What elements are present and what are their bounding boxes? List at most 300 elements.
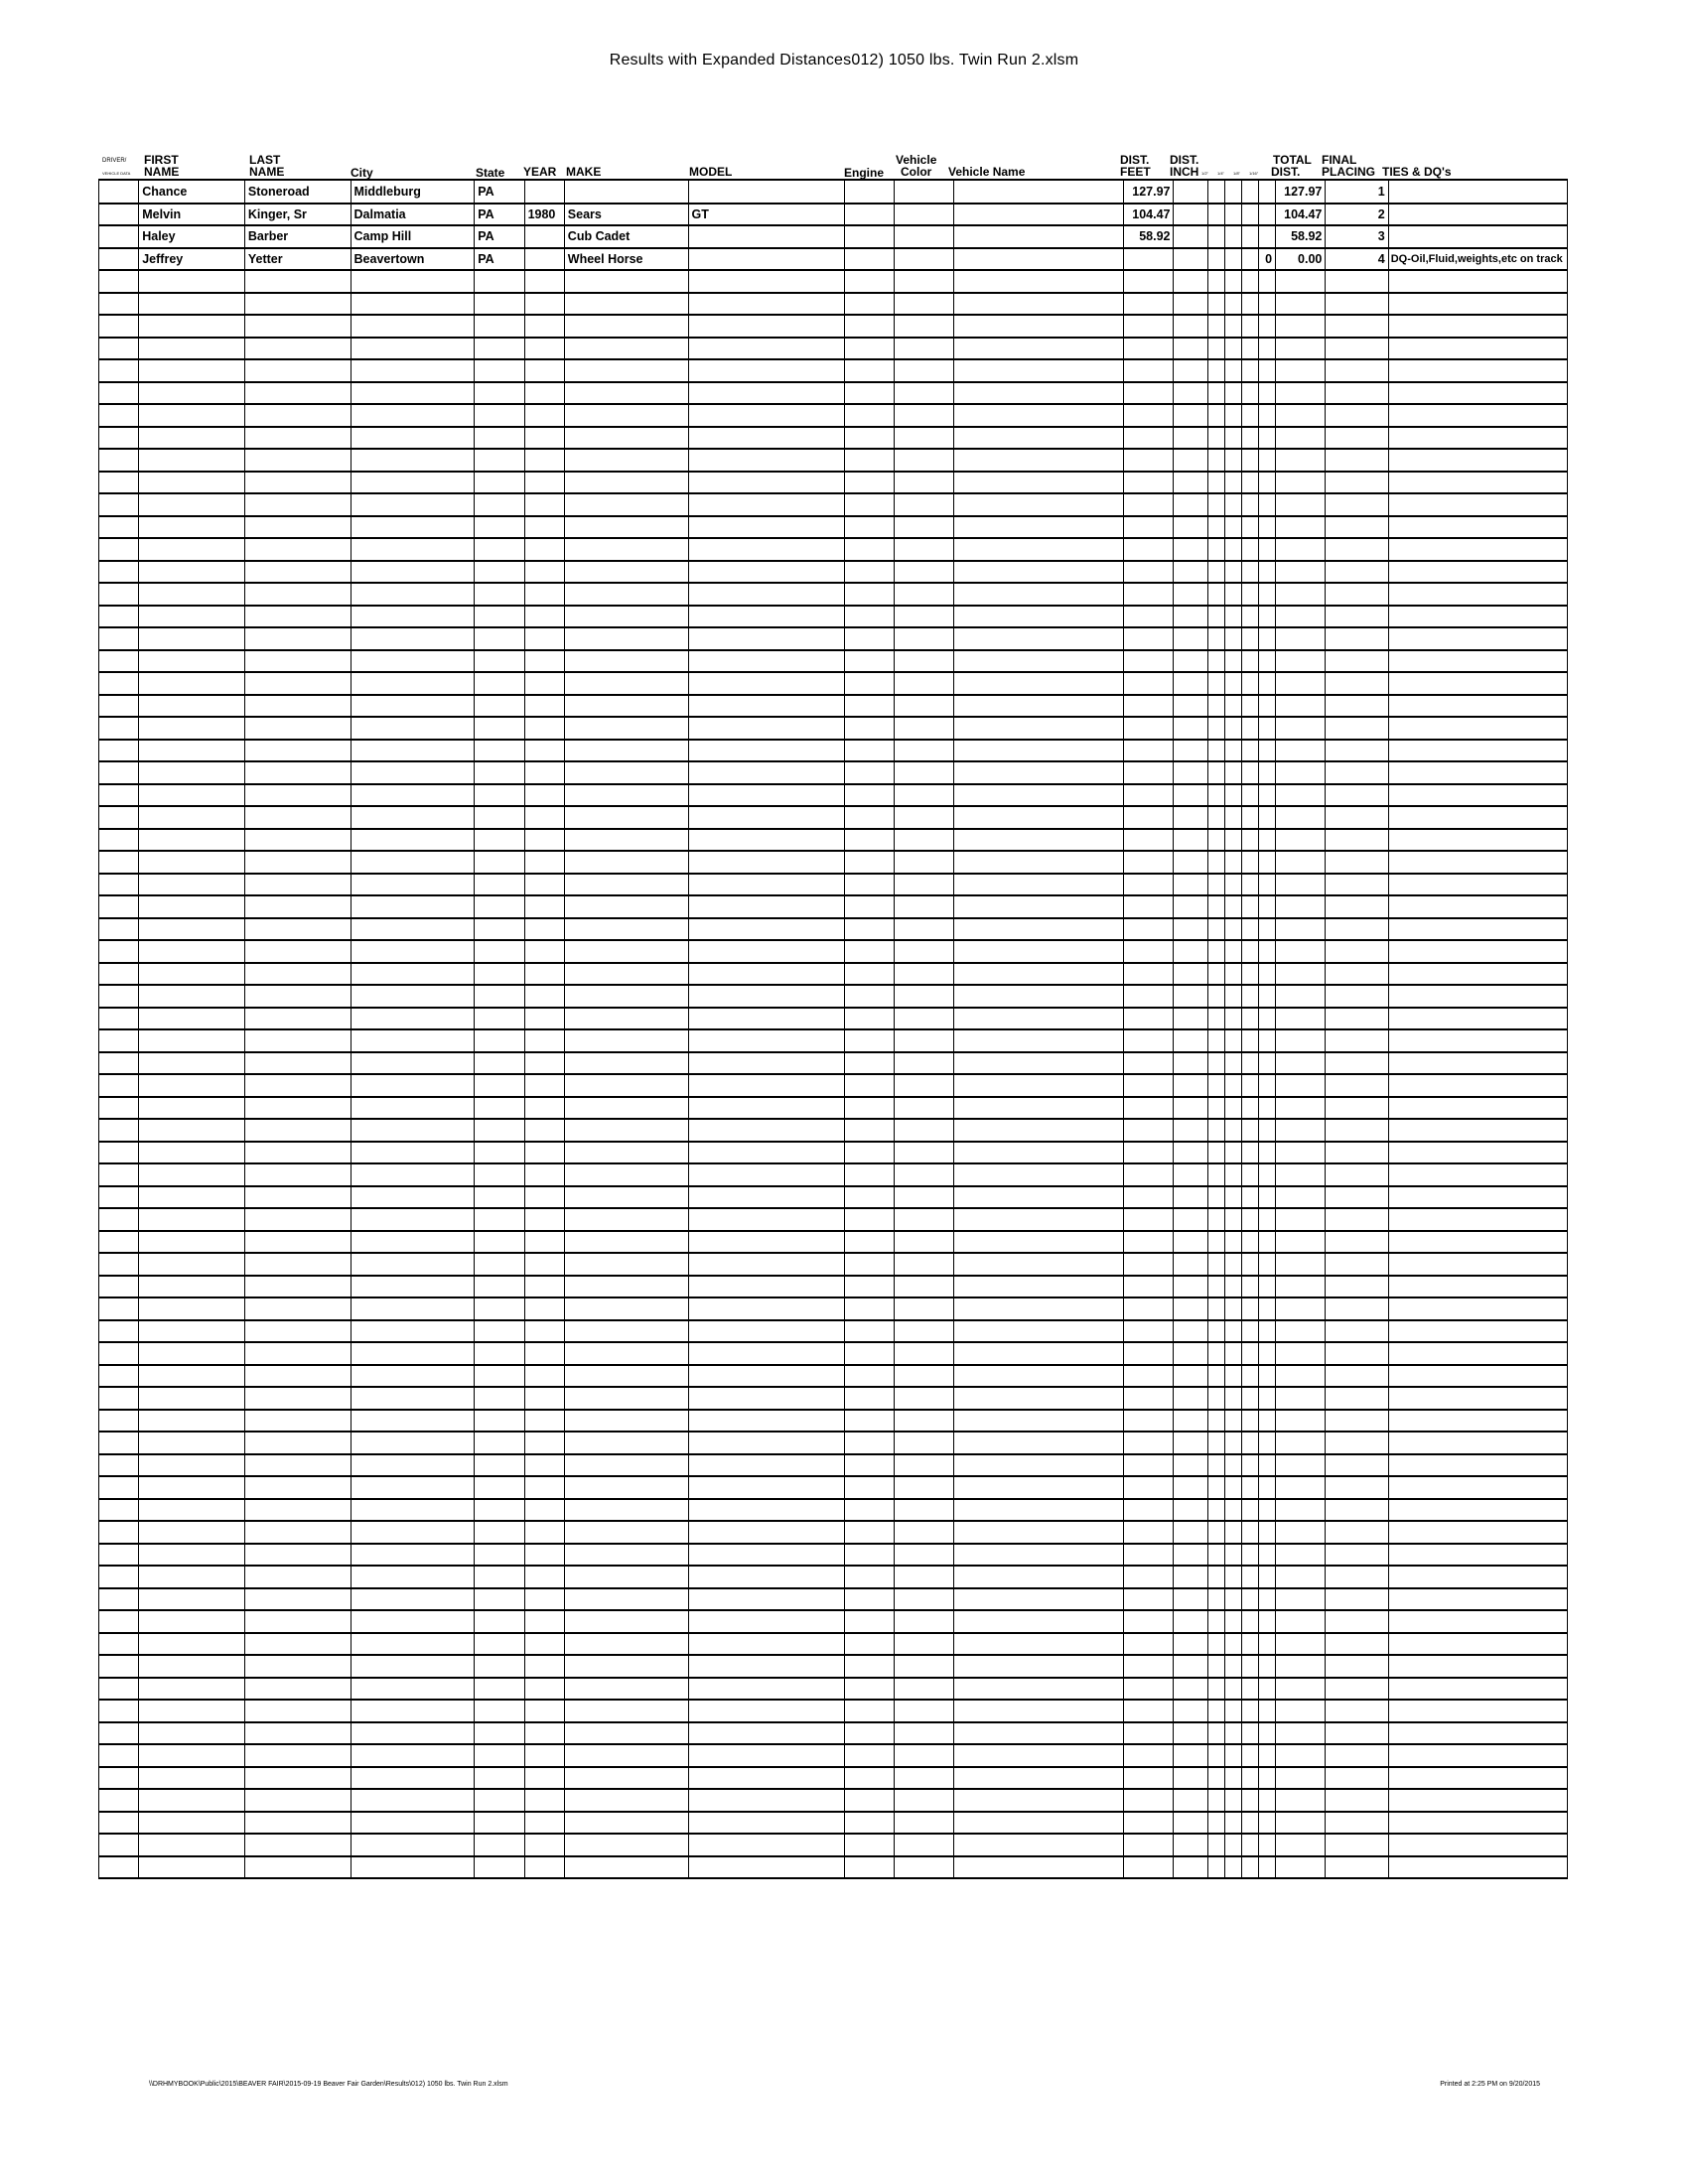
cell bbox=[1258, 1008, 1275, 1030]
cell bbox=[1174, 1834, 1207, 1856]
cell bbox=[894, 382, 953, 405]
cell bbox=[954, 1387, 1124, 1410]
cell bbox=[688, 1142, 844, 1164]
cell bbox=[99, 1365, 139, 1388]
cell bbox=[954, 806, 1124, 829]
cell bbox=[844, 1834, 894, 1856]
cell bbox=[244, 1432, 351, 1454]
cell bbox=[1388, 1633, 1567, 1656]
cell bbox=[1224, 449, 1241, 472]
cell bbox=[1326, 1097, 1388, 1120]
cell bbox=[139, 382, 245, 405]
cell bbox=[351, 672, 475, 695]
cell bbox=[564, 918, 688, 941]
cell-total: 0.00 bbox=[1276, 248, 1326, 271]
cell bbox=[1241, 1610, 1258, 1633]
cell bbox=[139, 1588, 245, 1611]
cell bbox=[1224, 918, 1241, 941]
cell bbox=[475, 740, 524, 762]
cell bbox=[99, 1029, 139, 1052]
cell bbox=[1388, 940, 1567, 963]
cell bbox=[1241, 449, 1258, 472]
cell-first: Chance bbox=[139, 181, 245, 204]
cell bbox=[1224, 472, 1241, 494]
cell bbox=[1276, 672, 1326, 695]
cell bbox=[1224, 717, 1241, 740]
cell bbox=[139, 717, 245, 740]
cell bbox=[894, 1231, 953, 1254]
cell bbox=[1241, 1074, 1258, 1097]
cell bbox=[564, 1700, 688, 1722]
cell bbox=[894, 851, 953, 874]
cell bbox=[139, 1342, 245, 1365]
cell bbox=[1124, 650, 1174, 673]
cell bbox=[244, 538, 351, 561]
cell bbox=[1388, 315, 1567, 338]
cell bbox=[1326, 1008, 1388, 1030]
cell bbox=[844, 761, 894, 784]
cell bbox=[139, 784, 245, 807]
cell bbox=[688, 427, 844, 450]
cell bbox=[524, 1544, 564, 1567]
cell bbox=[894, 1476, 953, 1499]
cell bbox=[351, 1744, 475, 1767]
cell bbox=[524, 1633, 564, 1656]
cell bbox=[475, 717, 524, 740]
cell bbox=[564, 472, 688, 494]
cell bbox=[244, 1476, 351, 1499]
empty-row bbox=[99, 1678, 1568, 1701]
cell bbox=[564, 1008, 688, 1030]
cell bbox=[1207, 985, 1224, 1008]
cell-state: PA bbox=[475, 204, 524, 226]
cell bbox=[688, 472, 844, 494]
cell bbox=[1174, 1454, 1207, 1477]
cell bbox=[1124, 1476, 1174, 1499]
cell bbox=[844, 606, 894, 628]
cell bbox=[564, 606, 688, 628]
cell bbox=[688, 561, 844, 584]
cell bbox=[1224, 1789, 1241, 1812]
cell bbox=[475, 1186, 524, 1209]
cell bbox=[894, 315, 953, 338]
cell bbox=[954, 1029, 1124, 1052]
cell bbox=[1388, 761, 1567, 784]
cell bbox=[1326, 1700, 1388, 1722]
cell bbox=[1241, 1812, 1258, 1835]
cell bbox=[1174, 1588, 1207, 1611]
cell bbox=[844, 1566, 894, 1588]
cell bbox=[688, 650, 844, 673]
cell bbox=[1124, 1008, 1174, 1030]
cell bbox=[1388, 493, 1567, 516]
cell bbox=[688, 1454, 844, 1477]
cell bbox=[1241, 1544, 1258, 1567]
cell bbox=[1258, 1231, 1275, 1254]
cell bbox=[244, 1744, 351, 1767]
cell bbox=[1388, 1008, 1567, 1030]
cell bbox=[351, 895, 475, 918]
cell bbox=[99, 181, 139, 204]
cell bbox=[564, 1454, 688, 1477]
cell bbox=[1388, 1499, 1567, 1522]
cell bbox=[99, 672, 139, 695]
cell bbox=[1124, 761, 1174, 784]
cell bbox=[139, 1052, 245, 1075]
cell bbox=[894, 1186, 953, 1209]
cell bbox=[1241, 717, 1258, 740]
cell bbox=[844, 293, 894, 316]
cell bbox=[351, 1700, 475, 1722]
cell bbox=[475, 1521, 524, 1544]
cell bbox=[244, 740, 351, 762]
header-dist-feet-top: DIST. bbox=[1120, 153, 1150, 167]
cell-ties bbox=[1388, 181, 1567, 204]
cell bbox=[1224, 561, 1241, 584]
cell bbox=[139, 695, 245, 718]
cell bbox=[1224, 293, 1241, 316]
cell bbox=[564, 740, 688, 762]
cell bbox=[1326, 874, 1388, 896]
cell bbox=[99, 315, 139, 338]
cell bbox=[894, 516, 953, 539]
cell bbox=[1124, 1767, 1174, 1790]
cell bbox=[99, 1521, 139, 1544]
cell-frac4 bbox=[1258, 204, 1275, 226]
cell bbox=[1276, 561, 1326, 584]
cell bbox=[844, 181, 894, 204]
cell bbox=[688, 315, 844, 338]
cell bbox=[139, 918, 245, 941]
cell bbox=[1258, 918, 1275, 941]
cell bbox=[1174, 1297, 1207, 1320]
cell bbox=[1258, 493, 1275, 516]
cell bbox=[1174, 1142, 1207, 1164]
header-vehicle-bottom: Color bbox=[901, 165, 932, 179]
cell bbox=[1258, 606, 1275, 628]
cell bbox=[844, 1320, 894, 1343]
cell bbox=[524, 784, 564, 807]
cell bbox=[844, 1276, 894, 1298]
cell bbox=[1388, 472, 1567, 494]
cell bbox=[475, 1410, 524, 1433]
cell bbox=[99, 851, 139, 874]
cell bbox=[351, 918, 475, 941]
cell bbox=[1258, 538, 1275, 561]
empty-row bbox=[99, 1722, 1568, 1745]
cell bbox=[1241, 918, 1258, 941]
cell bbox=[1124, 627, 1174, 650]
cell bbox=[99, 1633, 139, 1656]
cell bbox=[351, 851, 475, 874]
cell bbox=[1276, 293, 1326, 316]
cell bbox=[1326, 1499, 1388, 1522]
cell bbox=[688, 493, 844, 516]
cell bbox=[844, 940, 894, 963]
cell bbox=[1241, 784, 1258, 807]
cell bbox=[1224, 270, 1241, 293]
cell bbox=[1207, 895, 1224, 918]
cell bbox=[894, 1856, 953, 1879]
cell bbox=[844, 784, 894, 807]
cell bbox=[954, 359, 1124, 382]
cell bbox=[99, 627, 139, 650]
cell bbox=[524, 404, 564, 427]
cell bbox=[1224, 740, 1241, 762]
cell bbox=[99, 1320, 139, 1343]
cell bbox=[1174, 606, 1207, 628]
cell bbox=[1174, 270, 1207, 293]
cell bbox=[139, 627, 245, 650]
cell bbox=[475, 1722, 524, 1745]
cell bbox=[524, 761, 564, 784]
cell bbox=[844, 806, 894, 829]
cell-feet bbox=[1124, 248, 1174, 271]
cell bbox=[1124, 806, 1174, 829]
cell bbox=[1241, 1119, 1258, 1142]
empty-row bbox=[99, 940, 1568, 963]
cell bbox=[351, 1767, 475, 1790]
cell bbox=[1207, 1476, 1224, 1499]
cell-state: PA bbox=[475, 225, 524, 248]
cell bbox=[1224, 627, 1241, 650]
cell bbox=[1388, 1767, 1567, 1790]
cell bbox=[564, 1208, 688, 1231]
cell bbox=[564, 895, 688, 918]
cell bbox=[351, 761, 475, 784]
cell bbox=[954, 672, 1124, 695]
cell bbox=[139, 985, 245, 1008]
cell bbox=[1224, 1454, 1241, 1477]
cell bbox=[688, 1008, 844, 1030]
empty-row bbox=[99, 1521, 1568, 1544]
cell bbox=[564, 1856, 688, 1879]
cell bbox=[524, 1365, 564, 1388]
cell bbox=[1276, 359, 1326, 382]
cell bbox=[894, 449, 953, 472]
cell bbox=[1258, 1454, 1275, 1477]
cell bbox=[244, 829, 351, 852]
cell bbox=[351, 404, 475, 427]
cell bbox=[1258, 1655, 1275, 1678]
cell bbox=[1276, 985, 1326, 1008]
cell bbox=[1224, 1722, 1241, 1745]
cell bbox=[894, 1029, 953, 1052]
cell bbox=[688, 1231, 844, 1254]
cell bbox=[688, 740, 844, 762]
cell bbox=[1258, 1142, 1275, 1164]
cell bbox=[564, 427, 688, 450]
empty-row bbox=[99, 404, 1568, 427]
empty-row bbox=[99, 382, 1568, 405]
cell bbox=[1276, 1700, 1326, 1722]
cell-total: 58.92 bbox=[1276, 225, 1326, 248]
cell-feet: 104.47 bbox=[1124, 204, 1174, 226]
cell bbox=[1207, 1297, 1224, 1320]
cell bbox=[1388, 1142, 1567, 1164]
cell bbox=[1174, 204, 1207, 226]
cell bbox=[564, 382, 688, 405]
cell bbox=[244, 472, 351, 494]
cell bbox=[564, 1253, 688, 1276]
cell bbox=[1326, 1029, 1388, 1052]
cell bbox=[351, 1142, 475, 1164]
cell bbox=[1207, 1097, 1224, 1120]
cell bbox=[1224, 516, 1241, 539]
cell bbox=[688, 516, 844, 539]
cell bbox=[475, 1544, 524, 1567]
cell bbox=[1224, 1744, 1241, 1767]
cell bbox=[244, 761, 351, 784]
cell bbox=[688, 1476, 844, 1499]
cell bbox=[244, 874, 351, 896]
empty-row bbox=[99, 493, 1568, 516]
cell bbox=[1388, 1097, 1567, 1120]
cell bbox=[524, 1834, 564, 1856]
cell bbox=[1258, 1074, 1275, 1097]
cell bbox=[99, 359, 139, 382]
cell bbox=[954, 404, 1124, 427]
cell bbox=[1388, 1812, 1567, 1835]
cell bbox=[1258, 359, 1275, 382]
cell bbox=[1207, 248, 1224, 271]
cell bbox=[139, 1231, 245, 1254]
header-vehicle-name: Vehicle Name bbox=[948, 165, 1026, 179]
cell bbox=[1207, 1767, 1224, 1790]
cell bbox=[475, 784, 524, 807]
cell bbox=[1326, 404, 1388, 427]
empty-row bbox=[99, 1276, 1568, 1298]
cell bbox=[688, 404, 844, 427]
cell bbox=[1241, 225, 1258, 248]
cell bbox=[351, 359, 475, 382]
cell bbox=[1174, 1208, 1207, 1231]
cell bbox=[1258, 784, 1275, 807]
empty-row bbox=[99, 1097, 1568, 1120]
cell bbox=[139, 1253, 245, 1276]
cell bbox=[894, 1834, 953, 1856]
cell bbox=[564, 784, 688, 807]
footer-printed-at: Printed at 2:25 PM on 9/20/2015 bbox=[1440, 2081, 1540, 2088]
cell bbox=[1207, 493, 1224, 516]
cell bbox=[1258, 1544, 1275, 1567]
cell bbox=[564, 963, 688, 986]
cell-model bbox=[688, 181, 844, 204]
cell bbox=[1124, 1633, 1174, 1656]
cell bbox=[1207, 404, 1224, 427]
cell bbox=[894, 1163, 953, 1186]
cell bbox=[244, 1074, 351, 1097]
cell bbox=[1207, 181, 1224, 204]
cell bbox=[1224, 1812, 1241, 1835]
cell bbox=[564, 1476, 688, 1499]
cell bbox=[524, 963, 564, 986]
cell-frac4: 0 bbox=[1258, 248, 1275, 271]
cell bbox=[1241, 359, 1258, 382]
cell bbox=[1388, 1454, 1567, 1477]
cell bbox=[688, 1812, 844, 1835]
cell bbox=[954, 761, 1124, 784]
cell bbox=[351, 1655, 475, 1678]
cell bbox=[244, 1454, 351, 1477]
cell bbox=[1124, 427, 1174, 450]
cell bbox=[475, 606, 524, 628]
cell bbox=[1326, 1432, 1388, 1454]
empty-row bbox=[99, 761, 1568, 784]
cell bbox=[351, 472, 475, 494]
cell bbox=[844, 1074, 894, 1097]
cell bbox=[894, 538, 953, 561]
cell bbox=[564, 404, 688, 427]
cell bbox=[1241, 204, 1258, 226]
cell bbox=[1124, 293, 1174, 316]
cell bbox=[1258, 449, 1275, 472]
cell bbox=[1124, 606, 1174, 628]
cell bbox=[894, 1588, 953, 1611]
cell bbox=[1258, 1633, 1275, 1656]
cell bbox=[688, 270, 844, 293]
cell bbox=[99, 1410, 139, 1433]
cell bbox=[954, 382, 1124, 405]
cell bbox=[1241, 1499, 1258, 1522]
cell bbox=[564, 1499, 688, 1522]
cell bbox=[139, 516, 245, 539]
cell bbox=[894, 225, 953, 248]
cell bbox=[1276, 1142, 1326, 1164]
cell bbox=[1241, 1387, 1258, 1410]
cell bbox=[564, 583, 688, 606]
cell-feet: 127.97 bbox=[1124, 181, 1174, 204]
cell bbox=[688, 1163, 844, 1186]
cell bbox=[1207, 851, 1224, 874]
cell bbox=[1326, 1186, 1388, 1209]
cell bbox=[844, 672, 894, 695]
cell bbox=[954, 1320, 1124, 1343]
cell bbox=[954, 1365, 1124, 1388]
cell bbox=[99, 1789, 139, 1812]
cell bbox=[99, 963, 139, 986]
cell bbox=[844, 1208, 894, 1231]
cell bbox=[1326, 449, 1388, 472]
cell bbox=[1258, 1834, 1275, 1856]
cell bbox=[1241, 538, 1258, 561]
cell bbox=[1124, 1812, 1174, 1835]
cell bbox=[1326, 1633, 1388, 1656]
cell bbox=[1124, 985, 1174, 1008]
table-row bbox=[99, 181, 1568, 204]
cell bbox=[475, 695, 524, 718]
cell bbox=[1224, 225, 1241, 248]
cell bbox=[954, 427, 1124, 450]
cell bbox=[139, 1499, 245, 1522]
cell bbox=[244, 940, 351, 963]
cell bbox=[1258, 382, 1275, 405]
cell bbox=[1388, 606, 1567, 628]
cell bbox=[1326, 985, 1388, 1008]
cell-make: Sears bbox=[564, 204, 688, 226]
cell bbox=[1258, 1365, 1275, 1388]
cell bbox=[139, 561, 245, 584]
cell bbox=[1174, 1387, 1207, 1410]
cell bbox=[475, 1700, 524, 1722]
cell bbox=[1326, 1052, 1388, 1075]
cell bbox=[139, 472, 245, 494]
cell bbox=[1388, 695, 1567, 718]
cell bbox=[244, 1320, 351, 1343]
cell bbox=[1388, 516, 1567, 539]
cell bbox=[351, 1029, 475, 1052]
header-dist-inch-top: DIST. bbox=[1170, 153, 1199, 167]
